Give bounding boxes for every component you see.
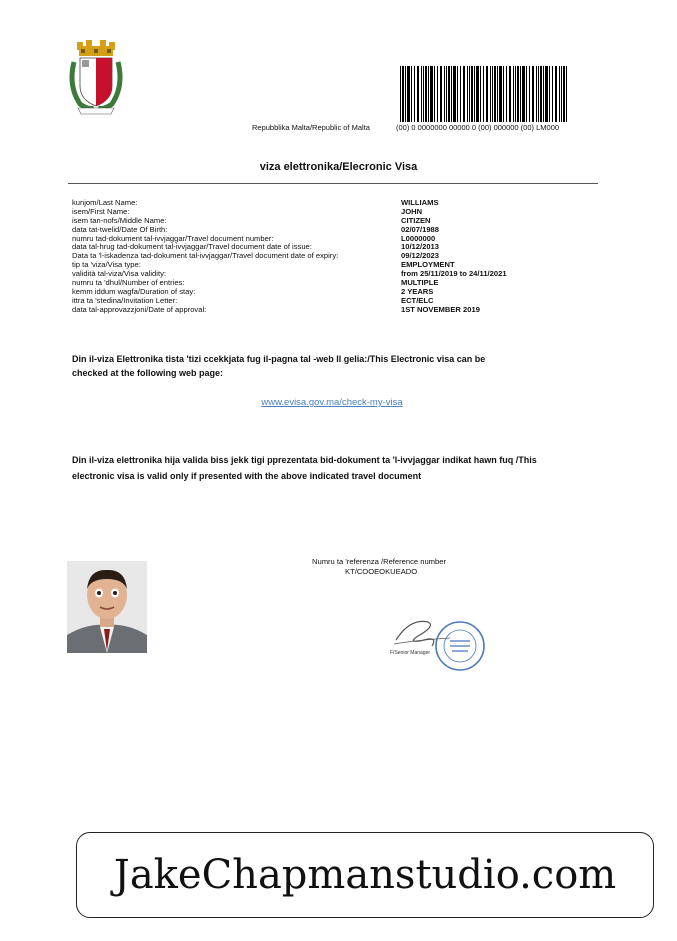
field-value: 02/07/1988 [401, 224, 440, 234]
field-label: data tal-approvazzjoni/Date of approval: [72, 304, 207, 314]
field-label: kunjom/Last Name: [72, 198, 138, 207]
field-label: data tat-twelid/Date Of Birth: [72, 224, 168, 234]
field-label: kemm iddum wagfa/Duration of stay: [72, 286, 196, 296]
field-value: 09/12/2023 [401, 251, 440, 261]
malta-coat-of-arms-icon [66, 38, 126, 116]
field-value: 1ST NOVEMBER 2019 [401, 304, 480, 314]
check-visa-link[interactable]: www.evisa.gov.ma/check-my-visa [261, 397, 403, 408]
holder-photo [67, 561, 147, 653]
field-label: numru tad-dokument tal-ivvjaggar/Travel document number: [72, 233, 274, 243]
field-label: Data ta 'l-iskadenza tad-dokument tal-ivvjaggar/Travel document date of expiry: [72, 251, 339, 261]
reference-number: KT/COOEOKUEADO [345, 567, 418, 576]
field-value: JOHN [401, 206, 423, 216]
field-label: isem tan-nofs/Middle Name: [72, 215, 167, 225]
watermark-text: JakeChapmanstudio.com [113, 852, 617, 898]
field-value: CITIZEN [401, 215, 431, 225]
field-label: tip ta 'viza/Visa type: [72, 260, 141, 270]
field-value: 2 YEARS [401, 286, 434, 296]
field-label: data tal-hrug tad-dokument tal-ivvjaggar/Travel document date of issue: [72, 242, 312, 252]
republic-label: Repubblika Malta/Republic of Malta [252, 123, 370, 132]
field-value: WILLIAMS [401, 198, 439, 207]
validity-note: Din il-viza elettronika hija valida biss jekk tigi pprezentata bid-dokument ta 'l-ivvjaggar indikat hawn fuq /This electronic visa is valid only if presented with the above indicated travel document [72, 455, 537, 481]
signature-stamp [388, 610, 488, 680]
field-value: ECT/ELC [401, 295, 434, 305]
field-row-date-of-approval [72, 306, 592, 315]
field-label: ittra ta 'stedina/Invitation Letter: [72, 295, 178, 305]
reference-label: Numru ta 'referenza /Reference number [312, 557, 446, 566]
field-label: isem/First Name: [72, 206, 130, 216]
check-instructions: Din il-viza Elettronika tista 'tizi ccekkjata fug il-pagna tal -web Il gelia:/This Electronic visa can be checked at the following web page: [72, 354, 486, 378]
field-value: L0000000 [401, 233, 436, 243]
barcode-number: (00) 0 0000000 00000 0 (00) 000000 (00) LM000 [396, 123, 560, 132]
field-value: from 25/11/2019 to 24/11/2021 [401, 269, 507, 279]
field-row-last-name [72, 199, 592, 208]
field-label: numru ta 'dhul/Number of entries: [72, 278, 185, 288]
document-title: viza elettronika/Elecronic Visa [259, 161, 418, 173]
visa-fields [72, 199, 592, 315]
barcode-icon [400, 66, 568, 122]
title-divider [68, 183, 598, 184]
field-value: 10/12/2013 [401, 242, 440, 252]
field-value: MULTIPLE [401, 278, 439, 288]
field-label: validità tal-viza/Visa validity: [72, 269, 166, 279]
field-value: EMPLOYMENT [401, 260, 455, 270]
signature-title: F/Senior Manager [390, 650, 431, 656]
watermark-box [76, 832, 654, 918]
field-row-date-of-expiry [72, 252, 592, 261]
